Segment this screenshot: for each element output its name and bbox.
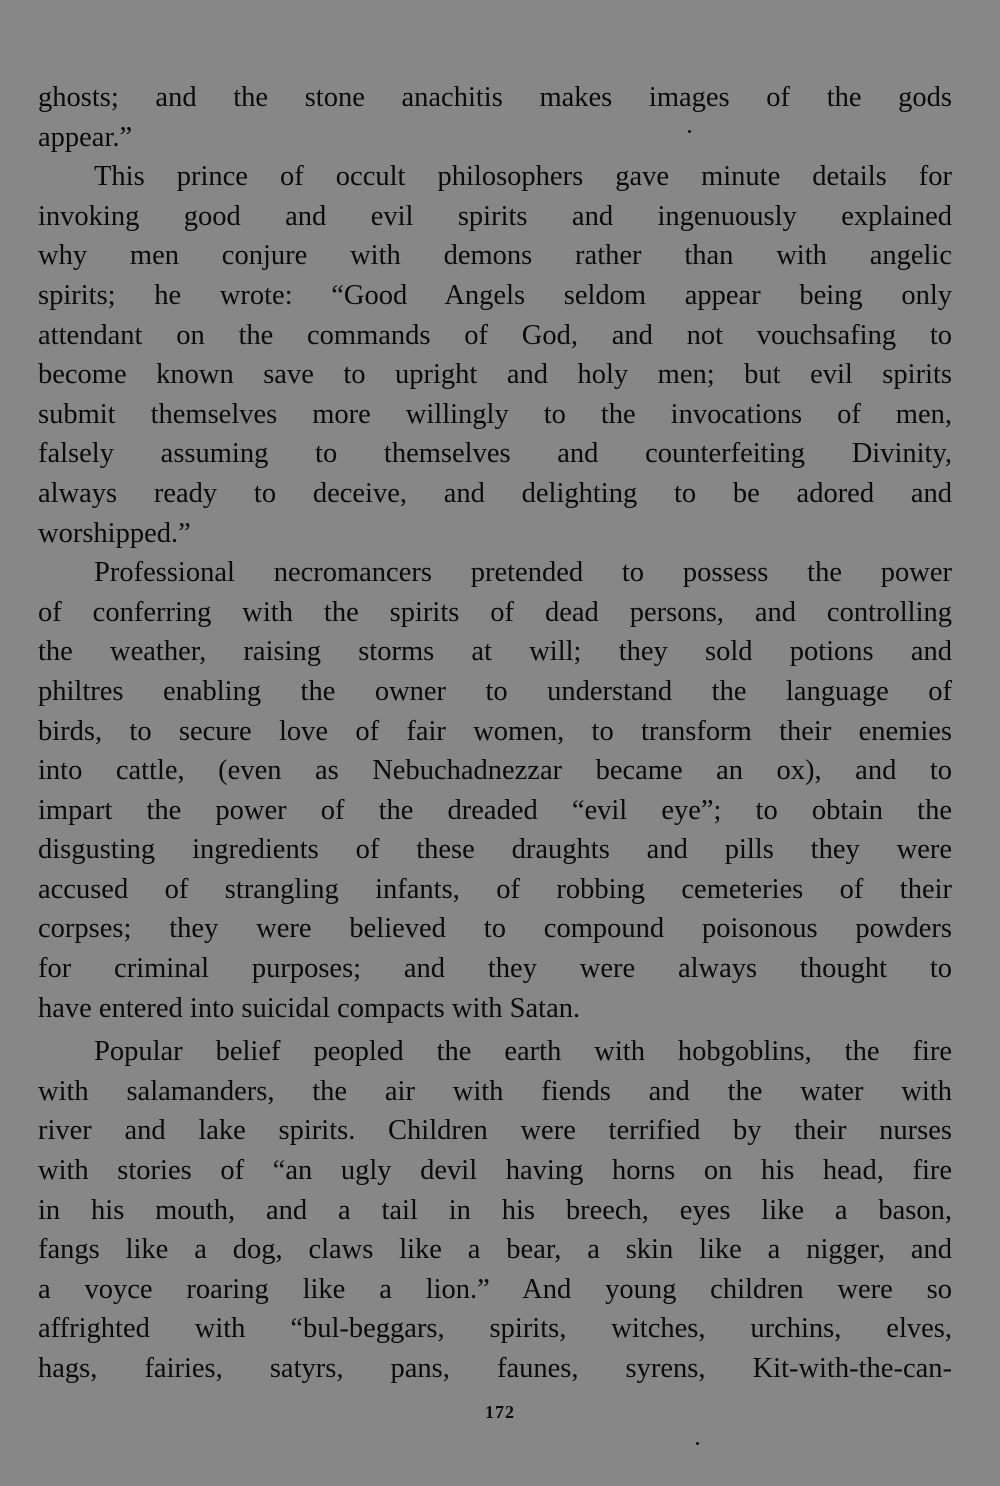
- paragraph-1: [38, 78, 952, 157]
- text-line: corpses; they were believed to compound poisonous powders: [38, 913, 952, 945]
- text-line: impart the power of the dreaded “evil eye”; to obtain the: [38, 794, 952, 826]
- text-line: with stories of “an ugly devil having horns on his head, fire: [38, 1155, 952, 1187]
- text-line: invoking good and evil spirits and ingenuously explained: [38, 200, 952, 232]
- text-line: disgusting ingredients of these draughts and pills they were: [38, 834, 952, 866]
- text-line: appear.”: [38, 121, 133, 153]
- text-line: birds, to secure love of fair women, to transform their enemies: [38, 715, 952, 747]
- paragraph-3: [38, 553, 952, 1028]
- text-line: become known save to upright and holy men; but evil spirits: [38, 359, 952, 391]
- text-line: always ready to deceive, and delighting to be adored and: [38, 477, 952, 509]
- text-line: in his mouth, and a tail in his breech, eyes like a bason,: [38, 1194, 952, 1226]
- text-line: This prince of occult philosophers gave minute details for: [94, 161, 952, 193]
- text-line: accused of strangling infants, of robbing cemeteries of their: [38, 873, 952, 905]
- text-line: hags, fairies, satyrs, pans, faunes, syrens, Kit-with-the-can-: [38, 1353, 952, 1384]
- text-line: river and lake spirits. Children were terrified by their nurses: [38, 1115, 952, 1147]
- text-line: the weather, raising storms at will; they sold potions and: [38, 636, 952, 668]
- text-line: of conferring with the spirits of dead persons, and controlling: [38, 596, 952, 628]
- text-line: for criminal purposes; and they were always thought to: [38, 953, 952, 985]
- page-body: [38, 78, 952, 1389]
- text-line: submit themselves more willingly to the invocations of men,: [38, 398, 952, 430]
- paragraph-2: [38, 157, 952, 553]
- text-line: Popular belief peopled the earth with hobgoblins, the fire: [94, 1036, 952, 1068]
- text-line: worshipped.”: [38, 517, 191, 549]
- text-line: why men conjure with demons rather than with angelic: [38, 240, 952, 272]
- text-line: into cattle, (even as Nebuchadnezzar became an ox), and to: [38, 755, 952, 787]
- text-line: spirits; he wrote: “Good Angels seldom appear being only: [38, 279, 952, 311]
- print-speck: [696, 1442, 699, 1445]
- paragraph-4: [38, 1032, 952, 1388]
- print-speck: [688, 130, 691, 133]
- text-line: fangs like a dog, claws like a bear, a skin like a nigger, and: [38, 1234, 952, 1266]
- text-line: attendant on the commands of God, and not vouchsafing to: [38, 319, 952, 351]
- text-line: have entered into suicidal compacts with Satan.: [38, 992, 581, 1024]
- page-number: 172: [485, 1402, 515, 1422]
- text-line: philtres enabling the owner to understand the language of: [38, 675, 952, 707]
- text-line: Professional necromancers pretended to possess the power: [94, 557, 952, 589]
- text-line: falsely assuming to themselves and counterfeiting Divinity,: [38, 438, 952, 470]
- text-line: ghosts; and the stone anachitis makes images of the gods: [38, 82, 952, 113]
- text-line: affrighted with “bul-beggars, spirits, witches, urchins, elves,: [38, 1313, 952, 1345]
- text-line: a voyce roaring like a lion.” And young children were so: [38, 1273, 952, 1305]
- text-line: with salamanders, the air with fiends and the water with: [38, 1075, 952, 1107]
